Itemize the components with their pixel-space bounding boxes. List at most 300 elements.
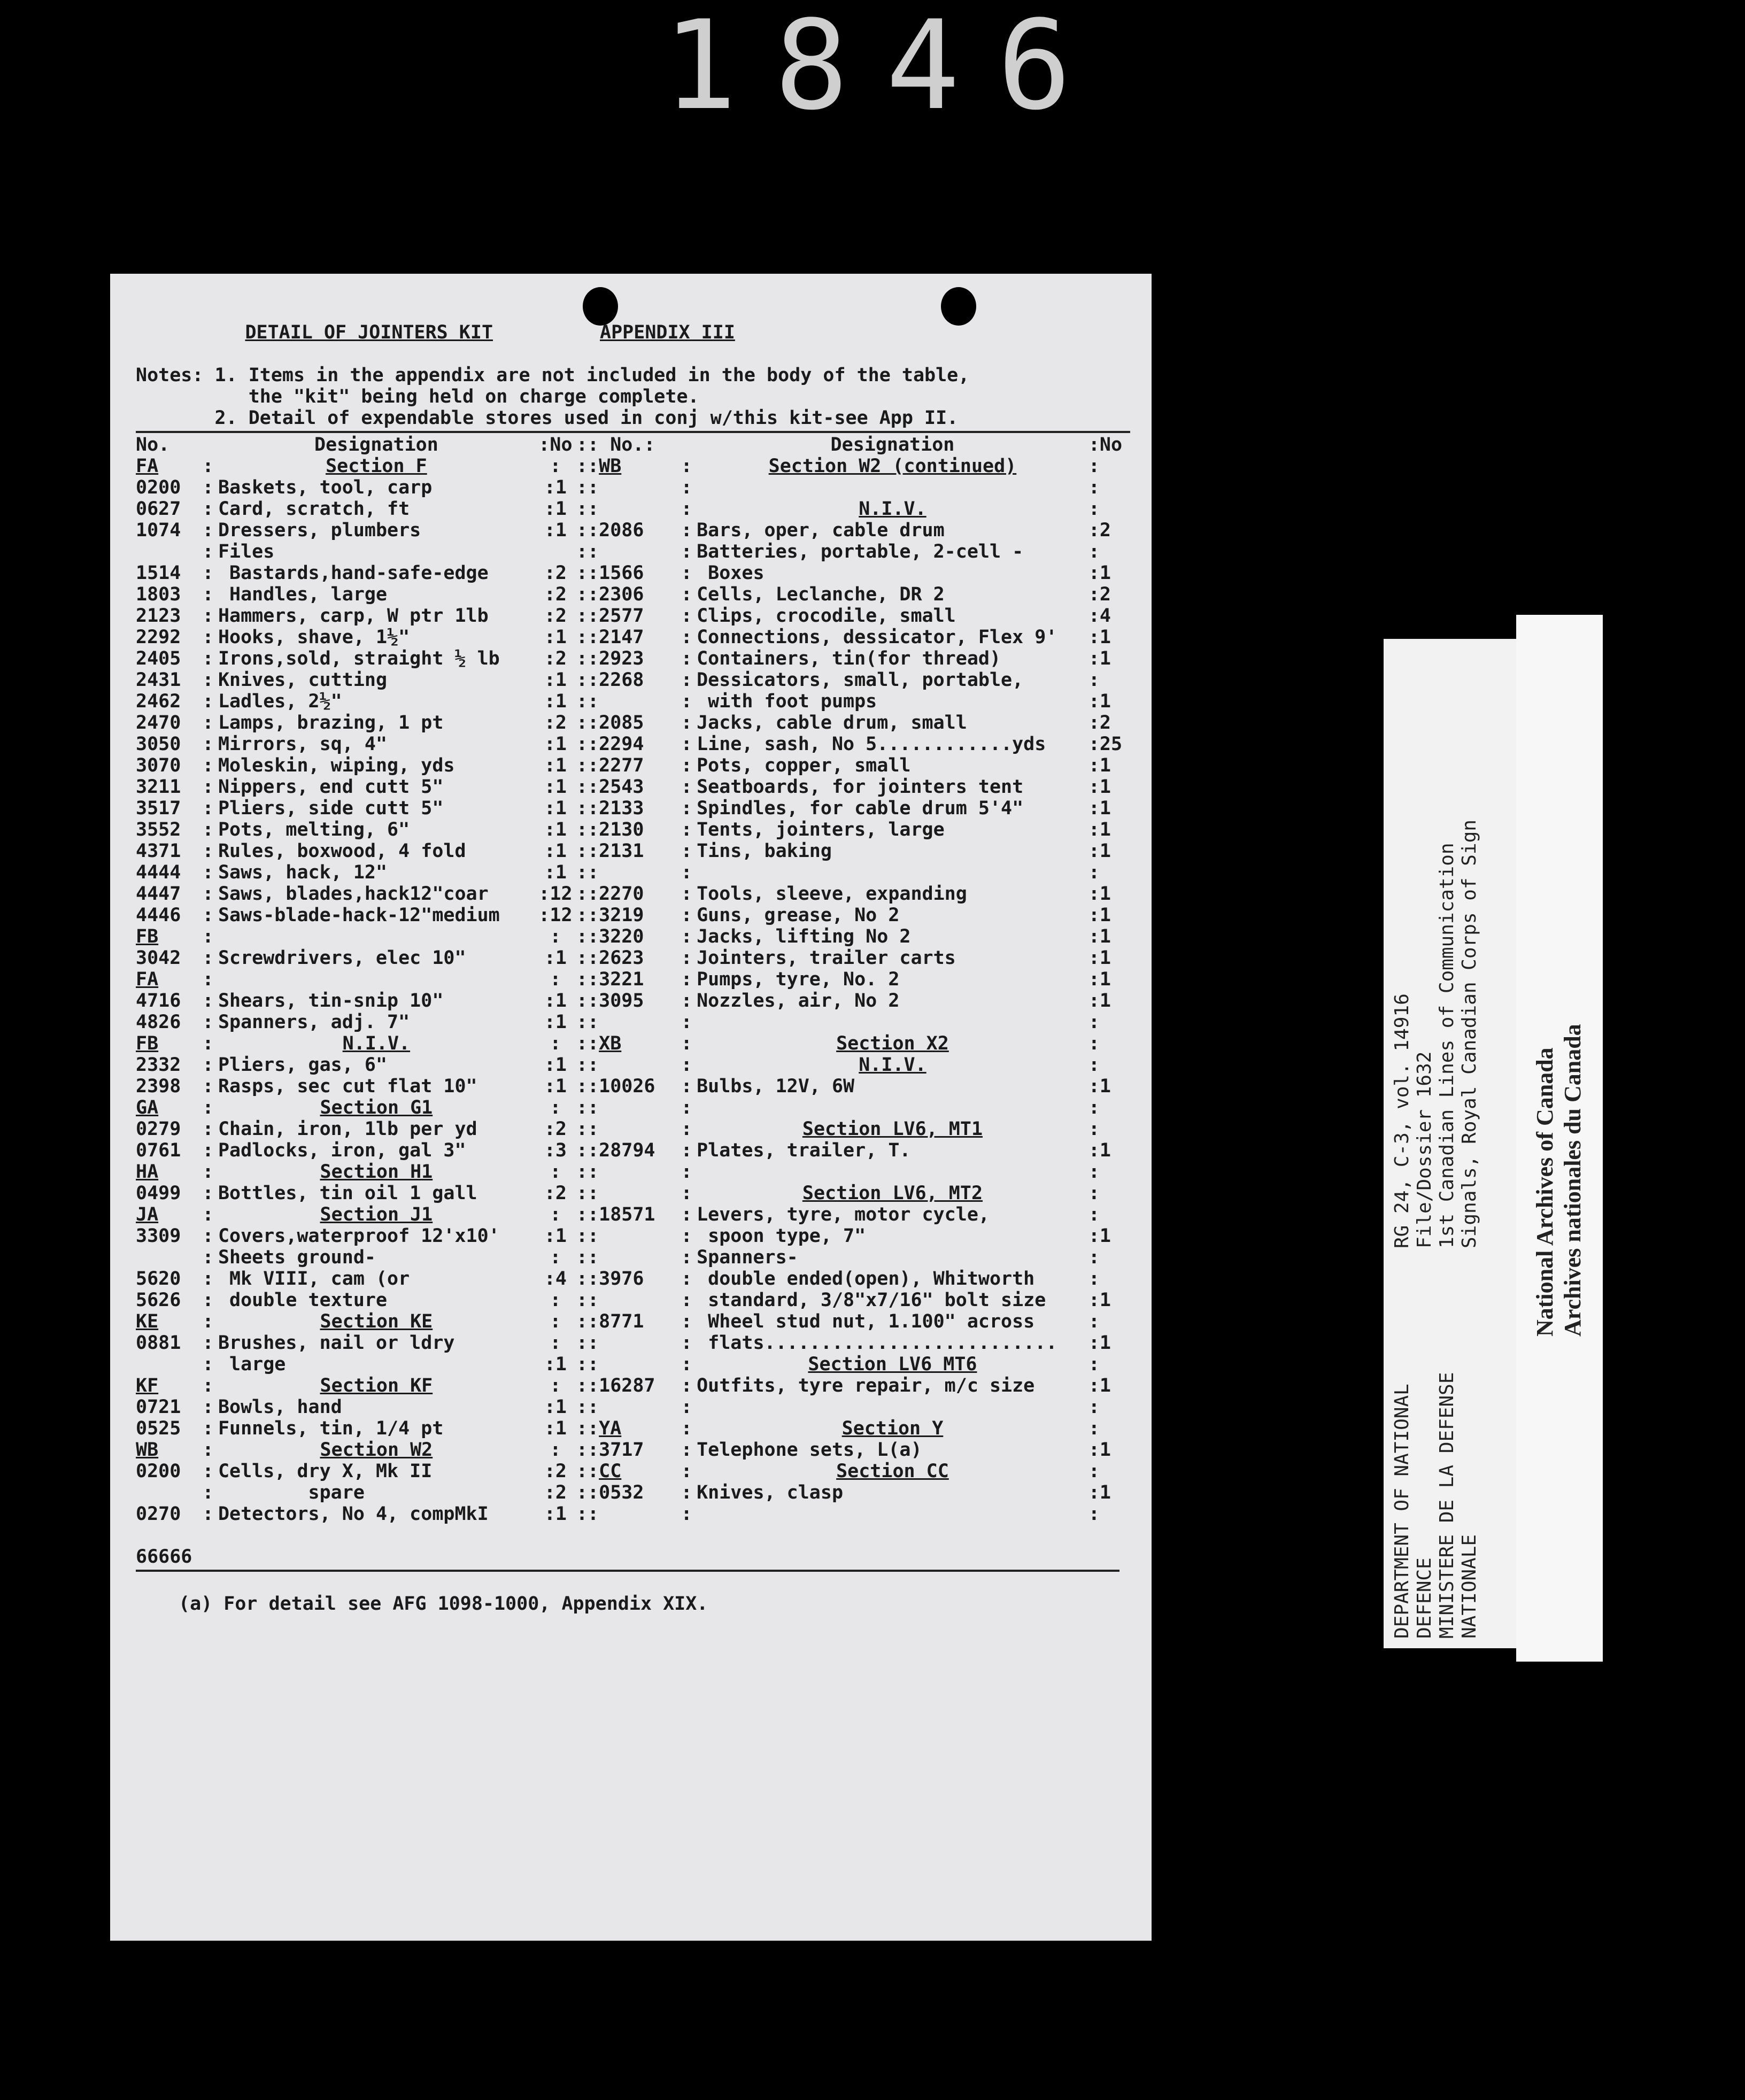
separator: : (202, 1439, 214, 1461)
separator: : (681, 1503, 692, 1525)
separator: : (202, 648, 214, 669)
designation (218, 926, 535, 947)
item-no: 2470 (136, 712, 181, 734)
department-label-strip (1384, 639, 1517, 1648)
designation-2: Section LV6 MT6 (808, 1354, 977, 1375)
designation: Shears, tin-snip 10" (218, 990, 444, 1012)
separator: :: (576, 1461, 599, 1482)
separator: :: (576, 1375, 599, 1396)
designation-2: Jacks, cable drum, small (697, 712, 967, 734)
quantity: :1 (544, 1012, 567, 1033)
quantity-2: :1 (1088, 947, 1111, 969)
quantity: :2 (544, 562, 567, 584)
separator: : (681, 1012, 692, 1033)
file-number: File/Dossier 1632 (1414, 1051, 1435, 1248)
archives-name-en: National Archives of Canada (1532, 1047, 1558, 1337)
quantity-2: : (1088, 1418, 1100, 1439)
separator: : (202, 669, 214, 691)
quantity: : (550, 1204, 561, 1225)
separator: : (681, 1311, 692, 1332)
item-no: 0499 (136, 1183, 181, 1204)
designation: double texture (218, 1290, 388, 1311)
quantity: : (550, 1247, 561, 1268)
file-description-2: Signals, Royal Canadian Corps of Sign (1458, 820, 1480, 1248)
separator: : (202, 455, 214, 477)
separator: :: (576, 819, 599, 840)
item-no-2: 28794 (599, 1140, 655, 1161)
separator: : (202, 1503, 214, 1525)
quantity: :1 (544, 1503, 567, 1525)
quantity-2: :1 (1088, 990, 1111, 1012)
designation: Section KF (320, 1375, 433, 1396)
item-no: 4446 (136, 905, 181, 926)
designation: Dressers, plumbers (218, 520, 421, 541)
item-no (136, 1482, 198, 1503)
quantity-2: : (1088, 1012, 1100, 1033)
item-no-2: XB (599, 1033, 622, 1054)
item-no-2 (599, 498, 676, 520)
item-no-2: 0532 (599, 1482, 644, 1503)
designation: Spanners, adj. 7" (218, 1012, 410, 1033)
quantity-2: :1 (1088, 969, 1111, 990)
item-no-2: 3220 (599, 926, 644, 947)
designation-2: Section W2 (continued) (768, 455, 1017, 477)
table-row (136, 1118, 1130, 1140)
designation-2: Connections, dessicator, Flex 9' (697, 627, 1057, 648)
separator: : (202, 498, 214, 520)
table-row (136, 627, 1130, 648)
designation: Handles, large (218, 584, 388, 605)
quantity: :1 (544, 1418, 567, 1439)
file-description: 1st Canadian Lines of Communication (1436, 843, 1458, 1248)
quantity-2: : (1088, 498, 1100, 520)
quantity-2: :2 (1088, 712, 1111, 734)
designation: Screwdrivers, elec 10" (218, 947, 466, 969)
quantity-2: :1 (1088, 1225, 1111, 1247)
document-code: 66666 (136, 1546, 192, 1568)
table-row (136, 669, 1130, 691)
item-no: 2123 (136, 605, 181, 627)
separator: :: (576, 1204, 599, 1225)
item-no: 0270 (136, 1503, 181, 1525)
separator: : (681, 1225, 692, 1247)
table-row (136, 1225, 1130, 1247)
designation-2: Section X2 (836, 1033, 949, 1054)
designation-2: Pots, copper, small (697, 755, 911, 776)
note-line: Notes: 1. Items in the appendix are not included in the body of the table, (136, 365, 970, 386)
item-no: 3552 (136, 819, 181, 840)
designation-2: Section Y (841, 1418, 944, 1439)
table-row (136, 1076, 1130, 1097)
quantity: :2 (544, 605, 567, 627)
quantity: :1 (544, 627, 567, 648)
quantity: :1 (544, 819, 567, 840)
separator: :: (576, 776, 599, 798)
item-no: 3309 (136, 1225, 181, 1247)
quantity-2: :1 (1088, 755, 1111, 776)
separator: : (681, 1033, 692, 1054)
table-row (136, 776, 1130, 798)
item-no-2: 18571 (599, 1204, 655, 1225)
designation: Moleskin, wiping, yds (218, 755, 455, 776)
designation-2: Plates, trailer, T. (697, 1140, 911, 1161)
table-row (136, 498, 1130, 520)
item-no-2: 2543 (599, 776, 644, 798)
footer-rule (136, 1570, 1119, 1572)
designation: Bowls, hand (218, 1396, 342, 1418)
separator: : (202, 1247, 214, 1268)
table-row (136, 648, 1130, 669)
separator: : (681, 455, 692, 477)
item-no: 0200 (136, 477, 181, 498)
item-no: 4447 (136, 883, 181, 905)
quantity-2: : (1088, 1396, 1100, 1418)
designation: Ladles, 2½" (218, 691, 342, 712)
separator: : (202, 691, 214, 712)
designation: large (218, 1354, 286, 1375)
item-no-2 (599, 1290, 676, 1311)
item-no-2: 3219 (599, 905, 644, 926)
designation: Bottles, tin oil 1 gall (218, 1183, 477, 1204)
quantity: :1 (544, 520, 567, 541)
quantity-2: : (1088, 1461, 1100, 1482)
table-row (136, 1482, 1130, 1503)
quantity: :1 (544, 840, 567, 862)
separator: : (202, 947, 214, 969)
quantity: :1 (544, 755, 567, 776)
separator: : (202, 712, 214, 734)
separator: : (681, 669, 692, 691)
table-row (136, 712, 1130, 734)
separator: : (202, 562, 214, 584)
item-no-2: 2085 (599, 712, 644, 734)
table-row (136, 1290, 1130, 1311)
table-row (136, 1033, 1130, 1054)
separator: : (681, 969, 692, 990)
separator: :: (576, 969, 599, 990)
designation: Section KE (320, 1311, 433, 1332)
designation-2: N.I.V. (859, 498, 926, 520)
separator: : (681, 1247, 692, 1268)
separator: : (202, 1482, 214, 1503)
item-no-2 (599, 1332, 676, 1354)
quantity-2: :1 (1088, 1332, 1111, 1354)
item-no-2 (599, 1097, 676, 1118)
designation-2: Pumps, tyre, No. 2 (697, 969, 900, 990)
item-no-2: 2577 (599, 605, 644, 627)
item-no: 3070 (136, 755, 181, 776)
quantity-2: : (1088, 1354, 1100, 1375)
quantity-2: :25 (1088, 734, 1123, 755)
quantity: :3 (544, 1140, 567, 1161)
item-no: KF (136, 1375, 159, 1396)
designation-2: Levers, tyre, motor cycle, (697, 1204, 990, 1225)
table-row (136, 1097, 1130, 1118)
designation: Mirrors, sq, 4" (218, 734, 388, 755)
designation-2: Section CC (836, 1461, 949, 1482)
col-header-designation: Designation (314, 434, 438, 455)
designation: Irons,sold, straight ½ lb (218, 648, 500, 669)
designation: Pliers, gas, 6" (218, 1054, 388, 1076)
item-no-2: 2306 (599, 584, 644, 605)
item-no-2 (599, 862, 676, 883)
quantity-2: :1 (1088, 905, 1111, 926)
item-no: 1514 (136, 562, 181, 584)
quantity-2: :1 (1088, 883, 1111, 905)
col-header-qty: :No (538, 434, 573, 455)
quantity-2: : (1088, 1054, 1100, 1076)
separator: : (681, 1354, 692, 1375)
footnote: (a) For detail see AFG 1098-1000, Appendix XIX. (179, 1593, 708, 1615)
designation-2 (697, 1396, 1088, 1418)
designation: Funnels, tin, 1/4 pt (218, 1418, 444, 1439)
col-header-qty2: :No (1088, 434, 1123, 455)
separator: :: (576, 755, 599, 776)
item-no-2 (599, 1183, 676, 1204)
quantity-2: :1 (1088, 562, 1111, 584)
quantity: : (550, 1439, 561, 1461)
quantity-2: :1 (1088, 1482, 1111, 1503)
quantity: :1 (544, 1076, 567, 1097)
separator: : (681, 1332, 692, 1354)
separator: : (202, 1183, 214, 1204)
item-no-2 (599, 1225, 676, 1247)
separator: : (202, 926, 214, 947)
item-no: 3517 (136, 798, 181, 819)
table-row (136, 1396, 1130, 1418)
designation: spare (218, 1482, 365, 1503)
archives-name-fr: Archives nationales du Canada (1559, 1024, 1586, 1337)
separator: : (681, 947, 692, 969)
separator: : (202, 883, 214, 905)
separator: : (681, 1161, 692, 1183)
designation: Saws, blades,hack12"coar (218, 883, 489, 905)
item-no-2: WB (599, 455, 622, 477)
separator: : (681, 883, 692, 905)
item-no-2 (599, 1354, 676, 1375)
item-no-2: 2277 (599, 755, 644, 776)
separator: : (681, 1290, 692, 1311)
separator: :: (576, 883, 599, 905)
item-no-2: 8771 (599, 1311, 644, 1332)
item-no-2: 2133 (599, 798, 644, 819)
quantity-2: :1 (1088, 1375, 1111, 1396)
designation-2: Guns, grease, No 2 (697, 905, 900, 926)
quantity: :2 (544, 1482, 567, 1503)
separator: : (202, 1375, 214, 1396)
item-no-2 (599, 477, 676, 498)
designation-2: Spanners- (697, 1247, 798, 1268)
quantity-2: :1 (1088, 926, 1111, 947)
designation-2: flats.......................... (697, 1332, 1057, 1354)
designation-2: double ended(open), Whitworth (697, 1268, 1035, 1290)
item-no: 1074 (136, 520, 181, 541)
quantity-2: : (1088, 1161, 1100, 1183)
quantity-2: :1 (1088, 840, 1111, 862)
separator: : (202, 1461, 214, 1482)
designation-2: Bulbs, 12V, 6W (697, 1076, 855, 1097)
designation: Hammers, carp, W ptr 1lb (218, 605, 489, 627)
separator: :: (576, 1161, 599, 1183)
quantity: :1 (544, 862, 567, 883)
designation-2: Tools, sleeve, expanding (697, 883, 967, 905)
item-no: WB (136, 1439, 159, 1461)
designation-2: Wheel stud nut, 1.100" across (697, 1311, 1035, 1332)
designation: Brushes, nail or ldry (218, 1332, 455, 1354)
quantity-2: :1 (1088, 798, 1111, 819)
dept-name-fr: MINISTERE DE LA DEFENSE (1436, 1372, 1458, 1639)
item-no: 0200 (136, 1461, 181, 1482)
quantity: : (550, 1033, 561, 1054)
quantity: : (550, 1097, 561, 1118)
table-row (136, 734, 1130, 755)
separator: :: (576, 734, 599, 755)
item-no: HA (136, 1161, 159, 1183)
separator: : (681, 1140, 692, 1161)
separator: : (681, 1439, 692, 1461)
item-no: 2431 (136, 669, 181, 691)
table-row (136, 477, 1130, 498)
designation-2: standard, 3/8"x7/16" bolt size (697, 1290, 1046, 1311)
separator: :: (576, 862, 599, 883)
quantity-2: :2 (1088, 520, 1111, 541)
separator: :: (576, 1097, 599, 1118)
separator: : (202, 776, 214, 798)
separator: : (681, 1375, 692, 1396)
table-row (136, 1375, 1130, 1396)
item-no: 2405 (136, 648, 181, 669)
designation-2: Jointers, trailer carts (697, 947, 956, 969)
separator: :: (576, 1503, 599, 1525)
separator: : (681, 520, 692, 541)
separator: :: (576, 477, 599, 498)
designation: Covers,waterproof 12'x10' (218, 1225, 500, 1247)
separator: :: (576, 990, 599, 1012)
designation: Pliers, side cutt 5" (218, 798, 444, 819)
item-no: 0721 (136, 1396, 181, 1418)
designation: Cells, dry X, Mk II (218, 1461, 433, 1482)
quantity-2: :1 (1088, 691, 1111, 712)
item-no: JA (136, 1204, 159, 1225)
quantity-2: : (1088, 1503, 1100, 1525)
separator: : (202, 1396, 214, 1418)
designation-2: spoon type, 7" (697, 1225, 866, 1247)
separator: :: (576, 1482, 599, 1503)
designation-2: Bars, oper, cable drum (697, 520, 945, 541)
separator: : (202, 1290, 214, 1311)
designation-2: N.I.V. (859, 1054, 926, 1076)
designation-2 (697, 1161, 1088, 1183)
separator: :: (576, 691, 599, 712)
item-no-2: CC (599, 1461, 622, 1482)
quantity-2: :4 (1088, 605, 1111, 627)
designation: Detectors, No 4, compMkI (218, 1503, 489, 1525)
item-no: 0279 (136, 1118, 181, 1140)
table-row (136, 969, 1130, 990)
separator: : (681, 926, 692, 947)
note-line: 2. Detail of expendable stores used in conj w/this kit-see App II. (136, 407, 959, 429)
separator: :: (576, 798, 599, 819)
quantity: :1 (544, 734, 567, 755)
designation: Sheets ground- (218, 1247, 376, 1268)
separator: :: (576, 1290, 599, 1311)
quantity: : (550, 455, 561, 477)
table-row (136, 1354, 1130, 1375)
quantity: :1 (544, 1396, 567, 1418)
table-row (136, 905, 1130, 926)
item-no-2 (599, 1503, 676, 1525)
separator: : (202, 840, 214, 862)
designation-2: Cells, Leclanche, DR 2 (697, 584, 945, 605)
separator: : (681, 840, 692, 862)
item-no-2 (599, 691, 676, 712)
separator: : (202, 905, 214, 926)
table-row (136, 1204, 1130, 1225)
col-header-no2: :: No.: (576, 434, 655, 455)
table-row (136, 1461, 1130, 1482)
item-no-2: 2270 (599, 883, 644, 905)
separator: :: (576, 840, 599, 862)
table-row (136, 541, 1130, 562)
separator: :: (576, 562, 599, 584)
quantity-2: : (1088, 455, 1100, 477)
item-no: 0525 (136, 1418, 181, 1439)
separator: : (681, 605, 692, 627)
separator: :: (576, 1054, 599, 1076)
designation-2: Knives, clasp (697, 1482, 844, 1503)
quantity: : (550, 926, 561, 947)
item-no: 4716 (136, 990, 181, 1012)
designation: Rasps, sec cut flat 10" (218, 1076, 477, 1097)
document-sheet (110, 274, 1152, 1941)
designation: Nippers, end cutt 5" (218, 776, 444, 798)
quantity-2: : (1088, 477, 1100, 498)
separator: :: (576, 1396, 599, 1418)
separator: : (681, 755, 692, 776)
quantity: : (550, 1375, 561, 1396)
item-no: 3042 (136, 947, 181, 969)
separator: : (202, 584, 214, 605)
quantity: :2 (544, 584, 567, 605)
item-no: FB (136, 926, 159, 947)
separator: : (681, 562, 692, 584)
separator: :: (576, 1311, 599, 1332)
item-no-2 (599, 1118, 676, 1140)
table-row (136, 1140, 1130, 1161)
designation: Section W2 (320, 1439, 433, 1461)
table-row (136, 1503, 1130, 1525)
quantity-2: :1 (1088, 1439, 1111, 1461)
quantity-2: : (1088, 1033, 1100, 1054)
document-header (136, 300, 1130, 365)
item-no-2: 2147 (599, 627, 644, 648)
separator: :: (576, 1076, 599, 1097)
item-no: 3211 (136, 776, 181, 798)
separator: :: (576, 520, 599, 541)
quantity: :1 (544, 798, 567, 819)
item-no-2: 3717 (599, 1439, 644, 1461)
quantity: :1 (544, 691, 567, 712)
designation-2: Containers, tin(for thread) (697, 648, 1001, 669)
item-no: KE (136, 1311, 159, 1332)
separator: :: (576, 1012, 599, 1033)
item-no-2 (599, 1012, 676, 1033)
item-no-2: 3221 (599, 969, 644, 990)
designation: Padlocks, iron, gal 3" (218, 1140, 466, 1161)
dept-name-en-2: DEFENCE (1414, 1557, 1435, 1639)
separator: : (202, 605, 214, 627)
table-row (136, 926, 1130, 947)
